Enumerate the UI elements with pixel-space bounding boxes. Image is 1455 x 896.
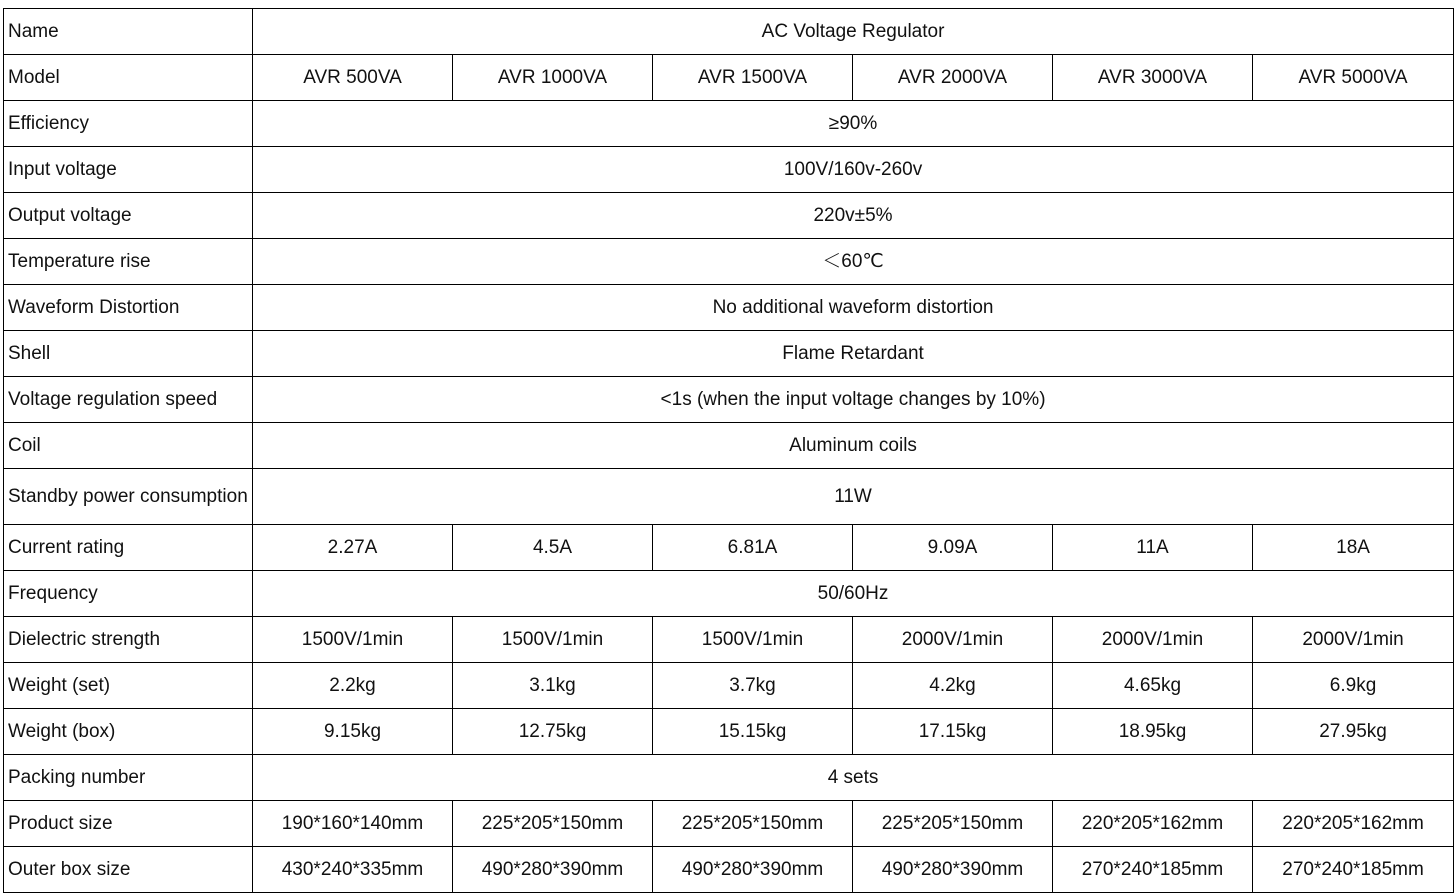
- row-label: Temperature rise: [4, 239, 253, 285]
- row-value: 220v±5%: [253, 193, 1454, 239]
- row-input-voltage: [4, 147, 1454, 193]
- cell-value: 1500V/1min: [253, 617, 453, 663]
- cell-value: 9.09A: [853, 525, 1053, 571]
- row-value: ＜60℃: [253, 239, 1454, 285]
- cell-value: 6.9kg: [1253, 663, 1454, 709]
- cell-value: 225*205*150mm: [653, 801, 853, 847]
- spec-table-container: [3, 8, 1454, 893]
- cell-value: 270*240*185mm: [1053, 847, 1253, 893]
- cell-value: 4.2kg: [853, 663, 1053, 709]
- spec-table: [3, 8, 1454, 893]
- cell-value: 490*280*390mm: [453, 847, 653, 893]
- row-value: 4 sets: [253, 755, 1454, 801]
- cell-value: 18.95kg: [1053, 709, 1253, 755]
- row-coil: [4, 423, 1454, 469]
- row-weight-box: [4, 709, 1454, 755]
- row-value: No additional waveform distortion: [253, 285, 1454, 331]
- row-waveform-distortion: [4, 285, 1454, 331]
- cell-value: 1500V/1min: [653, 617, 853, 663]
- cell-value: AVR 3000VA: [1053, 55, 1253, 101]
- cell-value: 490*280*390mm: [653, 847, 853, 893]
- cell-value: 430*240*335mm: [253, 847, 453, 893]
- row-weight-set: [4, 663, 1454, 709]
- row-label: Input voltage: [4, 147, 253, 193]
- cell-value: 2.2kg: [253, 663, 453, 709]
- cell-value: 220*205*162mm: [1053, 801, 1253, 847]
- row-output-voltage: [4, 193, 1454, 239]
- cell-value: 3.7kg: [653, 663, 853, 709]
- cell-value: 2000V/1min: [1253, 617, 1454, 663]
- cell-value: 15.15kg: [653, 709, 853, 755]
- row-value: Flame Retardant: [253, 331, 1454, 377]
- row-value: Aluminum coils: [253, 423, 1454, 469]
- row-voltage-regulation-speed: [4, 377, 1454, 423]
- cell-value: 4.5A: [453, 525, 653, 571]
- row-frequency: [4, 571, 1454, 617]
- cell-value: 2000V/1min: [1053, 617, 1253, 663]
- row-name: [4, 9, 1454, 55]
- cell-value: AVR 2000VA: [853, 55, 1053, 101]
- cell-value: 490*280*390mm: [853, 847, 1053, 893]
- row-label: Efficiency: [4, 101, 253, 147]
- row-label: Shell: [4, 331, 253, 377]
- cell-value: 17.15kg: [853, 709, 1053, 755]
- row-label: Voltage regulation speed: [4, 377, 253, 423]
- row-label: Output voltage: [4, 193, 253, 239]
- row-value: ≥90%: [253, 101, 1454, 147]
- cell-value: 12.75kg: [453, 709, 653, 755]
- row-shell: [4, 331, 1454, 377]
- cell-value: 3.1kg: [453, 663, 653, 709]
- cell-value: 6.81A: [653, 525, 853, 571]
- cell-value: 2.27A: [253, 525, 453, 571]
- row-packing-number: [4, 755, 1454, 801]
- cell-value: 27.95kg: [1253, 709, 1454, 755]
- row-product-size: [4, 801, 1454, 847]
- row-outer-box-size: [4, 847, 1454, 893]
- cell-value: 190*160*140mm: [253, 801, 453, 847]
- cell-value: 18A: [1253, 525, 1454, 571]
- cell-value: 2000V/1min: [853, 617, 1053, 663]
- cell-value: AVR 1500VA: [653, 55, 853, 101]
- cell-value: 9.15kg: [253, 709, 453, 755]
- cell-value: AVR 5000VA: [1253, 55, 1454, 101]
- cell-value: 225*205*150mm: [853, 801, 1053, 847]
- row-label: Waveform Distortion: [4, 285, 253, 331]
- cell-value: 270*240*185mm: [1253, 847, 1454, 893]
- cell-value: 220*205*162mm: [1253, 801, 1454, 847]
- row-label: Outer box size: [4, 847, 253, 893]
- cell-value: AVR 1000VA: [453, 55, 653, 101]
- row-label: Dielectric strength: [4, 617, 253, 663]
- row-value: 100V/160v-260v: [253, 147, 1454, 193]
- row-value: 50/60Hz: [253, 571, 1454, 617]
- row-label: Weight (set): [4, 663, 253, 709]
- row-dielectric-strength: [4, 617, 1454, 663]
- row-label: Frequency: [4, 571, 253, 617]
- row-label: Product size: [4, 801, 253, 847]
- row-label: Weight (box): [4, 709, 253, 755]
- row-label: Current rating: [4, 525, 253, 571]
- row-value: 11W: [253, 469, 1454, 525]
- row-label: Coil: [4, 423, 253, 469]
- cell-value: 1500V/1min: [453, 617, 653, 663]
- row-label: Name: [4, 9, 253, 55]
- cell-value: 4.65kg: [1053, 663, 1253, 709]
- row-label: Model: [4, 55, 253, 101]
- row-label: Packing number: [4, 755, 253, 801]
- row-standby-power: [4, 469, 1454, 525]
- cell-value: 225*205*150mm: [453, 801, 653, 847]
- row-value: <1s (when the input voltage changes by 10%): [253, 377, 1454, 423]
- row-value: AC Voltage Regulator: [253, 9, 1454, 55]
- cell-value: AVR 500VA: [253, 55, 453, 101]
- row-model: [4, 55, 1454, 101]
- cell-value: 11A: [1053, 525, 1253, 571]
- row-temperature-rise: [4, 239, 1454, 285]
- row-efficiency: [4, 101, 1454, 147]
- row-label: Standby power consumption: [4, 469, 253, 525]
- row-current-rating: [4, 525, 1454, 571]
